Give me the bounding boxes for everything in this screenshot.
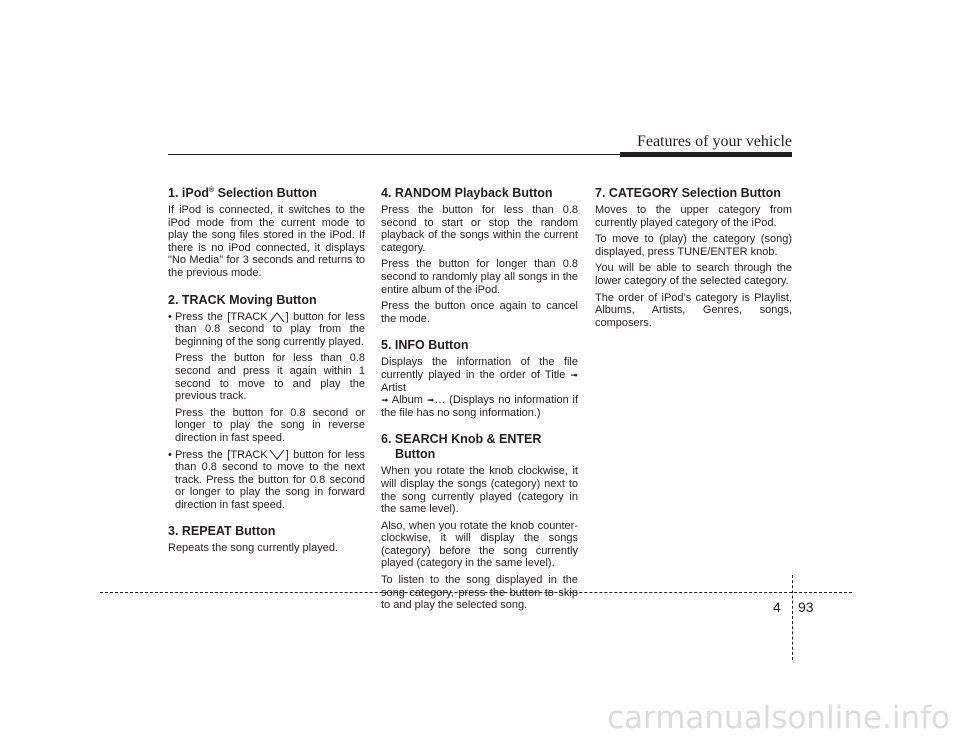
page-number: 93	[798, 599, 814, 615]
track-up-icon	[268, 311, 286, 323]
registered-mark: ®	[208, 186, 215, 194]
track-down-icon	[268, 449, 286, 461]
section-3-heading: 3. REPEAT Button	[168, 524, 276, 539]
section-6-text-1: When you rotate the knob clockwise, it will display the songs (category) next to the song currently played (category in the same level).	[381, 465, 578, 516]
section-4-heading: 4. RANDOM Playback Button	[381, 186, 553, 200]
section-4-text-1: Press the button for less than 0.8 second to start or stop the random playback of the songs within the current category.	[381, 204, 578, 254]
track-up-bullet: • Press the [TRACK ] button for less than 0.8 second to play from the beginning of the song currently played.	[168, 311, 365, 349]
watermark: carmanualsonline.info	[606, 700, 950, 736]
section-5-heading: 5. INFO Button	[381, 338, 469, 353]
section-4-text-3: Press the button once again to cancel the mode.	[381, 300, 578, 325]
footer-divider	[792, 575, 793, 660]
header-rule-accent	[620, 152, 792, 157]
section-2-heading: 2. TRACK Moving Button	[168, 292, 317, 307]
section-7-text-2: To move to (play) the category (song) displayed, press TUNE/ENTER knob.	[595, 233, 792, 258]
header-rule	[168, 154, 620, 155]
section-6-text-3: To listen to the song displayed in the song category, press the button to skip to and play the selected song.	[381, 574, 578, 612]
header-title: Features of your vehicle	[636, 133, 792, 150]
section-7-text-3: You will be able to search through the lower category of the selected category.	[595, 262, 792, 287]
section-5-text: Displays the information of the file currently played in the order of Title ➟ Artist ➟ Album ➟… (Displays no information if the file has no song information.)	[381, 356, 579, 419]
column-left	[168, 186, 365, 559]
chapter-number: 4	[773, 599, 781, 615]
section-4-text-2: Press the button for longer than 0.8 second to randomly play all songs in the entire album of the iPod.	[381, 258, 578, 296]
column-right	[595, 186, 792, 333]
section-1-heading: 1. iPod® Selection Button	[168, 186, 317, 200]
column-middle	[381, 186, 578, 616]
section-7-text-1: Moves to the upper category from currently played category of the iPod.	[595, 204, 792, 229]
arrow-icon: ➟	[570, 369, 578, 380]
track-down-bullet: • Press the [TRACK ] button for less than 0.8 second to move to the next track. Press the button for 0.8 second or longer to play the song in forward direction in fast speed.	[168, 449, 365, 512]
arrow-icon: ➟	[381, 395, 389, 406]
footer-rule	[100, 592, 852, 593]
section-6-text-2: Also, when you rotate the knob counter-clockwise, it will display the songs (category) before the song currently played (category in the same level).	[381, 519, 578, 570]
section-1-text: If iPod is connected, it switches to the iPod mode from the current mode to play the song files stored in the iPod. If there is no iPod connected, it displays "No Media" for 3 seconds and returns to the previous mode.	[168, 204, 365, 279]
track-up-detail-1: Press the button for less than 0.8 second and press it again within 1 second to move to and play the previous track.	[175, 352, 365, 403]
section-7-heading: 7. CATEGORY Selection Button	[595, 186, 781, 200]
arrow-icon: ➟	[426, 395, 435, 406]
track-up-detail-2: Press the button for 0.8 second or longer to play the song in reverse direction in fast speed.	[175, 406, 365, 444]
section-7-text-4: The order of iPod’s category is Playlist, Albums, Artists, Genres, songs, composers.	[595, 291, 792, 329]
section-6-heading: 6. SEARCH Knob & ENTER Button	[381, 432, 542, 462]
section-3-text: Repeats the song currently played.	[168, 542, 338, 555]
